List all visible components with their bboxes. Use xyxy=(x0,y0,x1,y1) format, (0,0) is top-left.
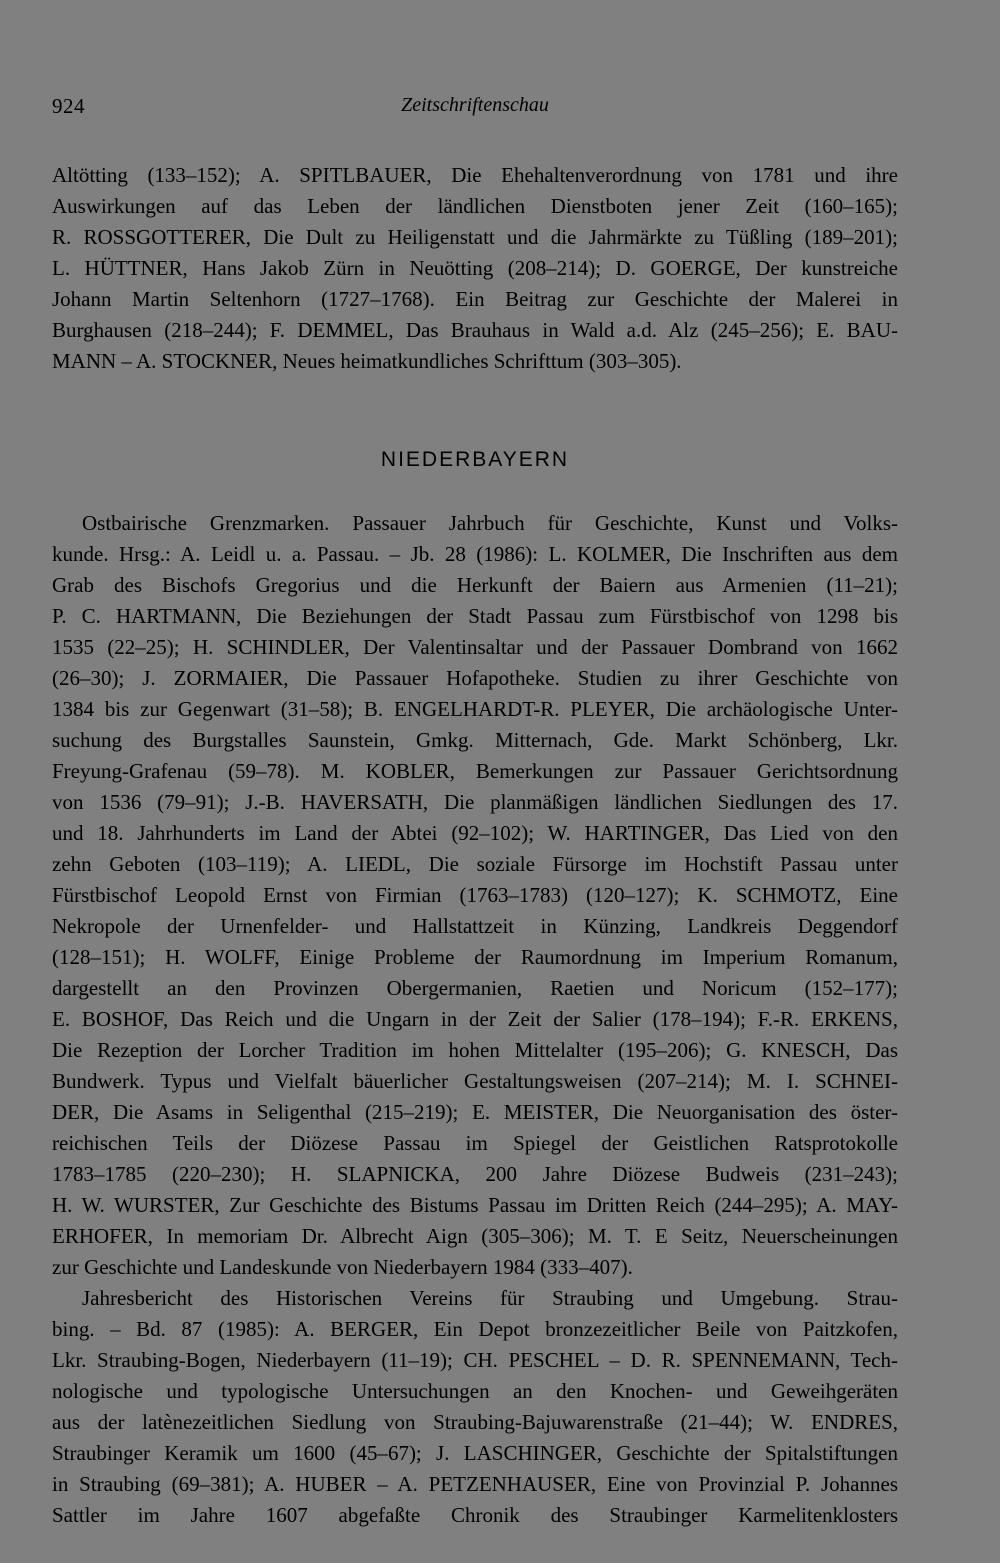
text-line: Altötting (133–152); A. SPITLBAUER, Die Ehehaltenverordnung von 1781 und ihre xyxy=(52,163,898,187)
text-line: von 1536 (79–91); J.-B. HAVERSATH, Die planmäßigen ländlichen Siedlungen des 17. xyxy=(52,790,898,814)
text-line: MANN – A. STOCKNER, Neues heimatkundliches Schrifttum (303–305). xyxy=(52,349,682,373)
text-line: nologische und typologische Untersuchungen an den Knochen- und Geweihgeräten xyxy=(52,1379,898,1403)
entry-jahresbericht-straubing xyxy=(52,1283,898,1531)
text-line: zur Geschichte und Landeskunde von Niederbayern 1984 (333–407). xyxy=(52,1255,633,1279)
text-line: ERHOFER, In memoriam Dr. Albrecht Aign (305–306); M. T. E Seitz, Neuerscheinungen xyxy=(52,1224,898,1248)
text-line: kunde. Hrsg.: A. Leidl u. a. Passau. – Jb. 28 (1986): L. KOLMER, Die Inschriften aus dem xyxy=(52,542,898,566)
text-line: Nekropole der Urnenfelder- und Hallstattzeit in Künzing, Landkreis Deggendorf xyxy=(52,914,898,938)
text-line: Straubinger Keramik um 1600 (45–67); J. LASCHINGER, Geschichte der Spitalstiftungen xyxy=(52,1441,898,1465)
text-line: Johann Martin Seltenhorn (1727–1768). Ein Beitrag zur Geschichte der Malerei in xyxy=(52,287,898,311)
text-line: bing. – Bd. 87 (1985): A. BERGER, Ein Depot bronzezeitlicher Beile von Paitzkofen, xyxy=(52,1317,898,1341)
text-line: 1783–1785 (220–230); H. SLAPNICKA, 200 Jahre Diözese Budweis (231–243); xyxy=(52,1162,898,1186)
text-line: DER, Die Asams in Seligenthal (215–219); E. MEISTER, Die Neuorganisation des öster- xyxy=(52,1100,898,1124)
page-header xyxy=(52,94,898,124)
text-line: in Straubing (69–381); A. HUBER – A. PETZENHAUSER, Eine von Provinzial P. Johannes xyxy=(52,1472,898,1496)
text-line: Sattler im Jahre 1607 abgefaßte Chronik des Straubinger Karmelitenklosters xyxy=(52,1503,898,1527)
entry-ostbairische-grenzmarken xyxy=(52,508,898,1283)
text-line: Bundwerk. Typus und Vielfalt bäuerlicher Gestaltungsweisen (207–214); M. I. SCHNEI- xyxy=(52,1069,898,1093)
entry-heading-line: Jahresbericht des Historischen Vereins für Straubing und Umgebung. Strau- xyxy=(82,1286,898,1310)
text-line: Die Rezeption der Lorcher Tradition im hohen Mittelalter (195–206); G. KNESCH, Das xyxy=(52,1038,898,1062)
text-line: E. BOSHOF, Das Reich und die Ungarn in der Zeit der Salier (178–194); F.-R. ERKENS, xyxy=(52,1007,898,1031)
text-line: Fürstbischof Leopold Ernst von Firmian (1763–1783) (120–127); K. SCHMOTZ, Eine xyxy=(52,883,898,907)
paragraph-continued xyxy=(52,160,898,377)
text-line: Freyung-Grafenau (59–78). M. KOBLER, Bemerkungen zur Passauer Gerichtsordnung xyxy=(52,759,898,783)
text-line: P. C. HARTMANN, Die Beziehungen der Stadt Passau zum Fürstbischof von 1298 bis xyxy=(52,604,898,628)
running-title: Zeitschriftenschau xyxy=(401,94,549,116)
text-line: 1535 (22–25); H. SCHINDLER, Der Valentinsaltar und der Passauer Dombrand von 1662 xyxy=(52,635,898,659)
text-line: suchung des Burgstalles Saunstein, Gmkg. Mitternach, Gde. Markt Schönberg, Lkr. xyxy=(52,728,898,752)
text-line: R. ROSSGOTTERER, Die Dult zu Heiligenstatt und die Jahrmärkte zu Tüßling (189–201); xyxy=(52,225,898,249)
text-line: Burghausen (218–244); F. DEMMEL, Das Brauhaus in Wald a.d. Alz (245–256); E. BAU- xyxy=(52,318,898,342)
text-line: L. HÜTTNER, Hans Jakob Zürn in Neuötting (208–214); D. GOERGE, Der kunstreiche xyxy=(52,256,898,280)
text-line: zehn Geboten (103–119); A. LIEDL, Die soziale Fürsorge im Hochstift Passau unter xyxy=(52,852,898,876)
section-heading: NIEDERBAYERN xyxy=(380,448,570,471)
text-line: reichischen Teils der Diözese Passau im Spiegel der Geistlichen Ratsprotokolle xyxy=(52,1131,898,1155)
text-line: Auswirkungen auf das Leben der ländlichen Dienstboten jener Zeit (160–165); xyxy=(52,194,898,218)
page-number: 924 xyxy=(52,94,85,118)
text-line: (128–151); H. WOLFF, Einige Probleme der Raumordnung im Imperium Romanum, xyxy=(52,945,898,969)
text-line: 1384 bis zur Gegenwart (31–58); B. ENGELHARDT-R. PLEYER, Die archäologische Unter- xyxy=(52,697,898,721)
entry-heading-line: Ostbairische Grenzmarken. Passauer Jahrbuch für Geschichte, Kunst und Volks- xyxy=(82,511,898,535)
text-line: H. W. WURSTER, Zur Geschichte des Bistums Passau im Dritten Reich (244–295); A. MAY- xyxy=(52,1193,898,1217)
text-line: (26–30); J. ZORMAIER, Die Passauer Hofapotheke. Studien zu ihrer Geschichte von xyxy=(52,666,898,690)
text-line: dargestellt an den Provinzen Obergermanien, Raetien und Noricum (152–177); xyxy=(52,976,898,1000)
text-line: und 18. Jahrhunderts im Land der Abtei (92–102); W. HARTINGER, Das Lied von den xyxy=(52,821,898,845)
text-line: aus der latènezeitlichen Siedlung von Straubing-Bajuwarenstraße (21–44); W. ENDRES, xyxy=(52,1410,898,1434)
text-line: Grab des Bischofs Gregorius und die Herkunft der Baiern aus Armenien (11–21); xyxy=(52,573,898,597)
text-line: Lkr. Straubing-Bogen, Niederbayern (11–19); CH. PESCHEL – D. R. SPENNEMANN, Tech- xyxy=(52,1348,898,1372)
